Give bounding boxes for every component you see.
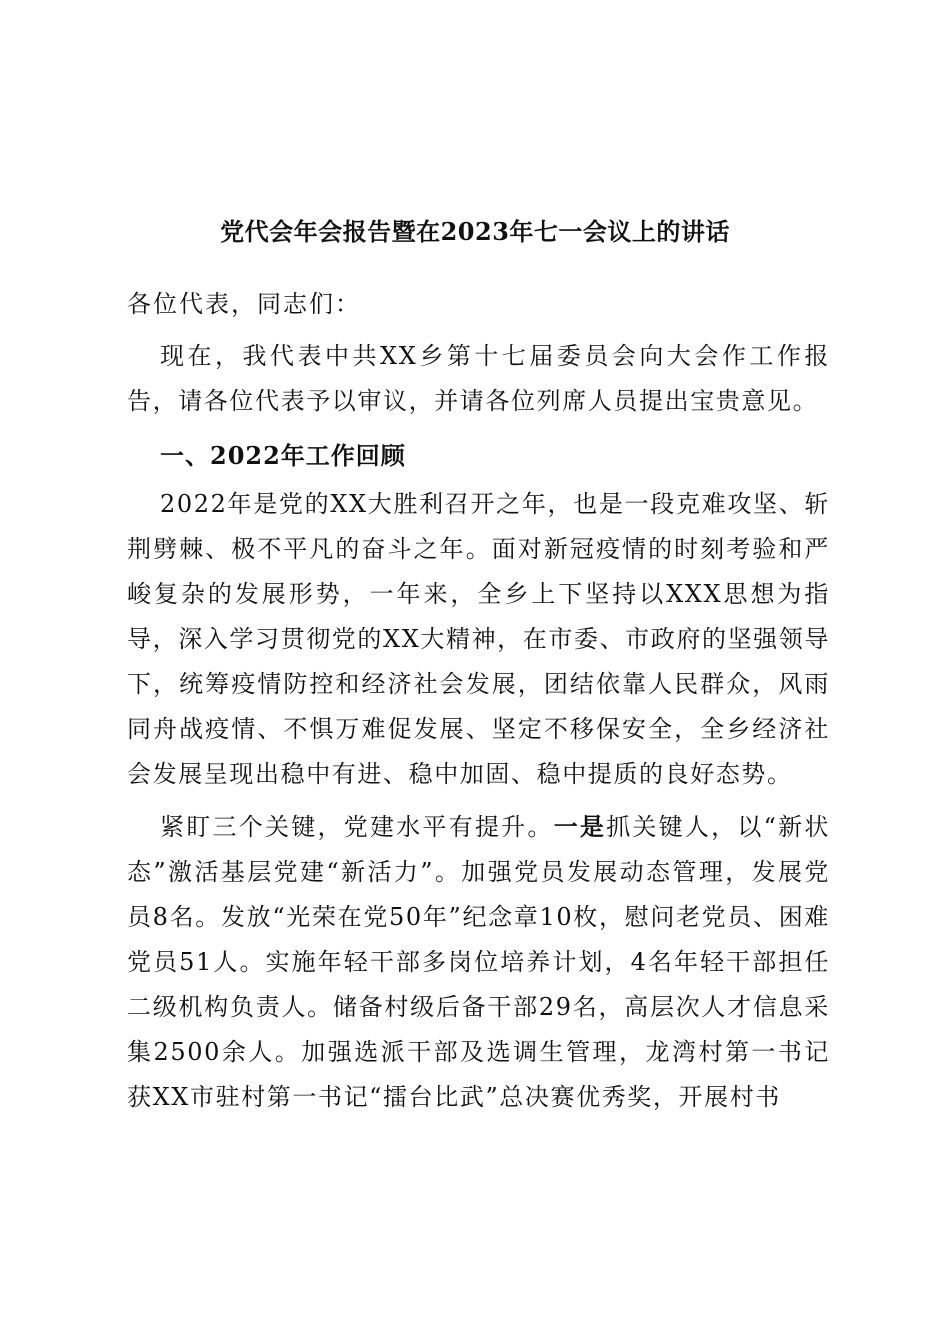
party-paragraph-body: 抓关键人，以“新状态”激活基层党建“新活力”。加强党员发展动态管理，发展党员8名。发放“光荣在党50年”纪念章10枚，慰问老党员、困难党员51人。实施年轻干部多岗位培养计划，4名年轻干部担任二级机构负责人。储备村级后备干部29名，高层次人才信息采集2500余人。加强选派干部及选调生管理，龙湾村第一书记获XX市驻村第一书记“擂台比武”总决赛优秀奖，开展村书 (127, 813, 831, 1111)
review-paragraph: 2022年是党的XX大胜利召开之年，也是一段克难攻坚、斩荆劈棘、极不平凡的奋斗之年。面对新冠疫情的时刻考验和严峻复杂的发展形势，一年来，全乡上下坚持以XXX思想为指导，深入学习贯彻党的XX大精神，在市委、市政府的坚强领导下，统筹疫情防控和经济社会发展，团结依靠人民群众，风雨同舟战疫情、不惧万难促发展、坚定不移保安全，全乡经济社会发展呈现出稳中有进、稳中加固、稳中提质的良好态势。 (127, 490, 830, 788)
party-paragraph-lead: 紧盯三个关键，党建水平有提升。 (160, 813, 554, 841)
party-paragraph-marker: 一是 (553, 812, 607, 841)
section-heading: 一、2022年工作回顾 (160, 441, 406, 470)
intro-paragraph: 现在，我代表中共XX乡第十七届委员会向大会作工作报告，请各位代表予以审议，并请各位列席人员提出宝贵意见。 (127, 342, 830, 415)
document-title: 党代会年会报告暨在2023年七一会议上的讲话 (220, 217, 730, 246)
party-building-paragraph (127, 804, 830, 1120)
salutation: 各位代表，同志们： (127, 290, 361, 318)
